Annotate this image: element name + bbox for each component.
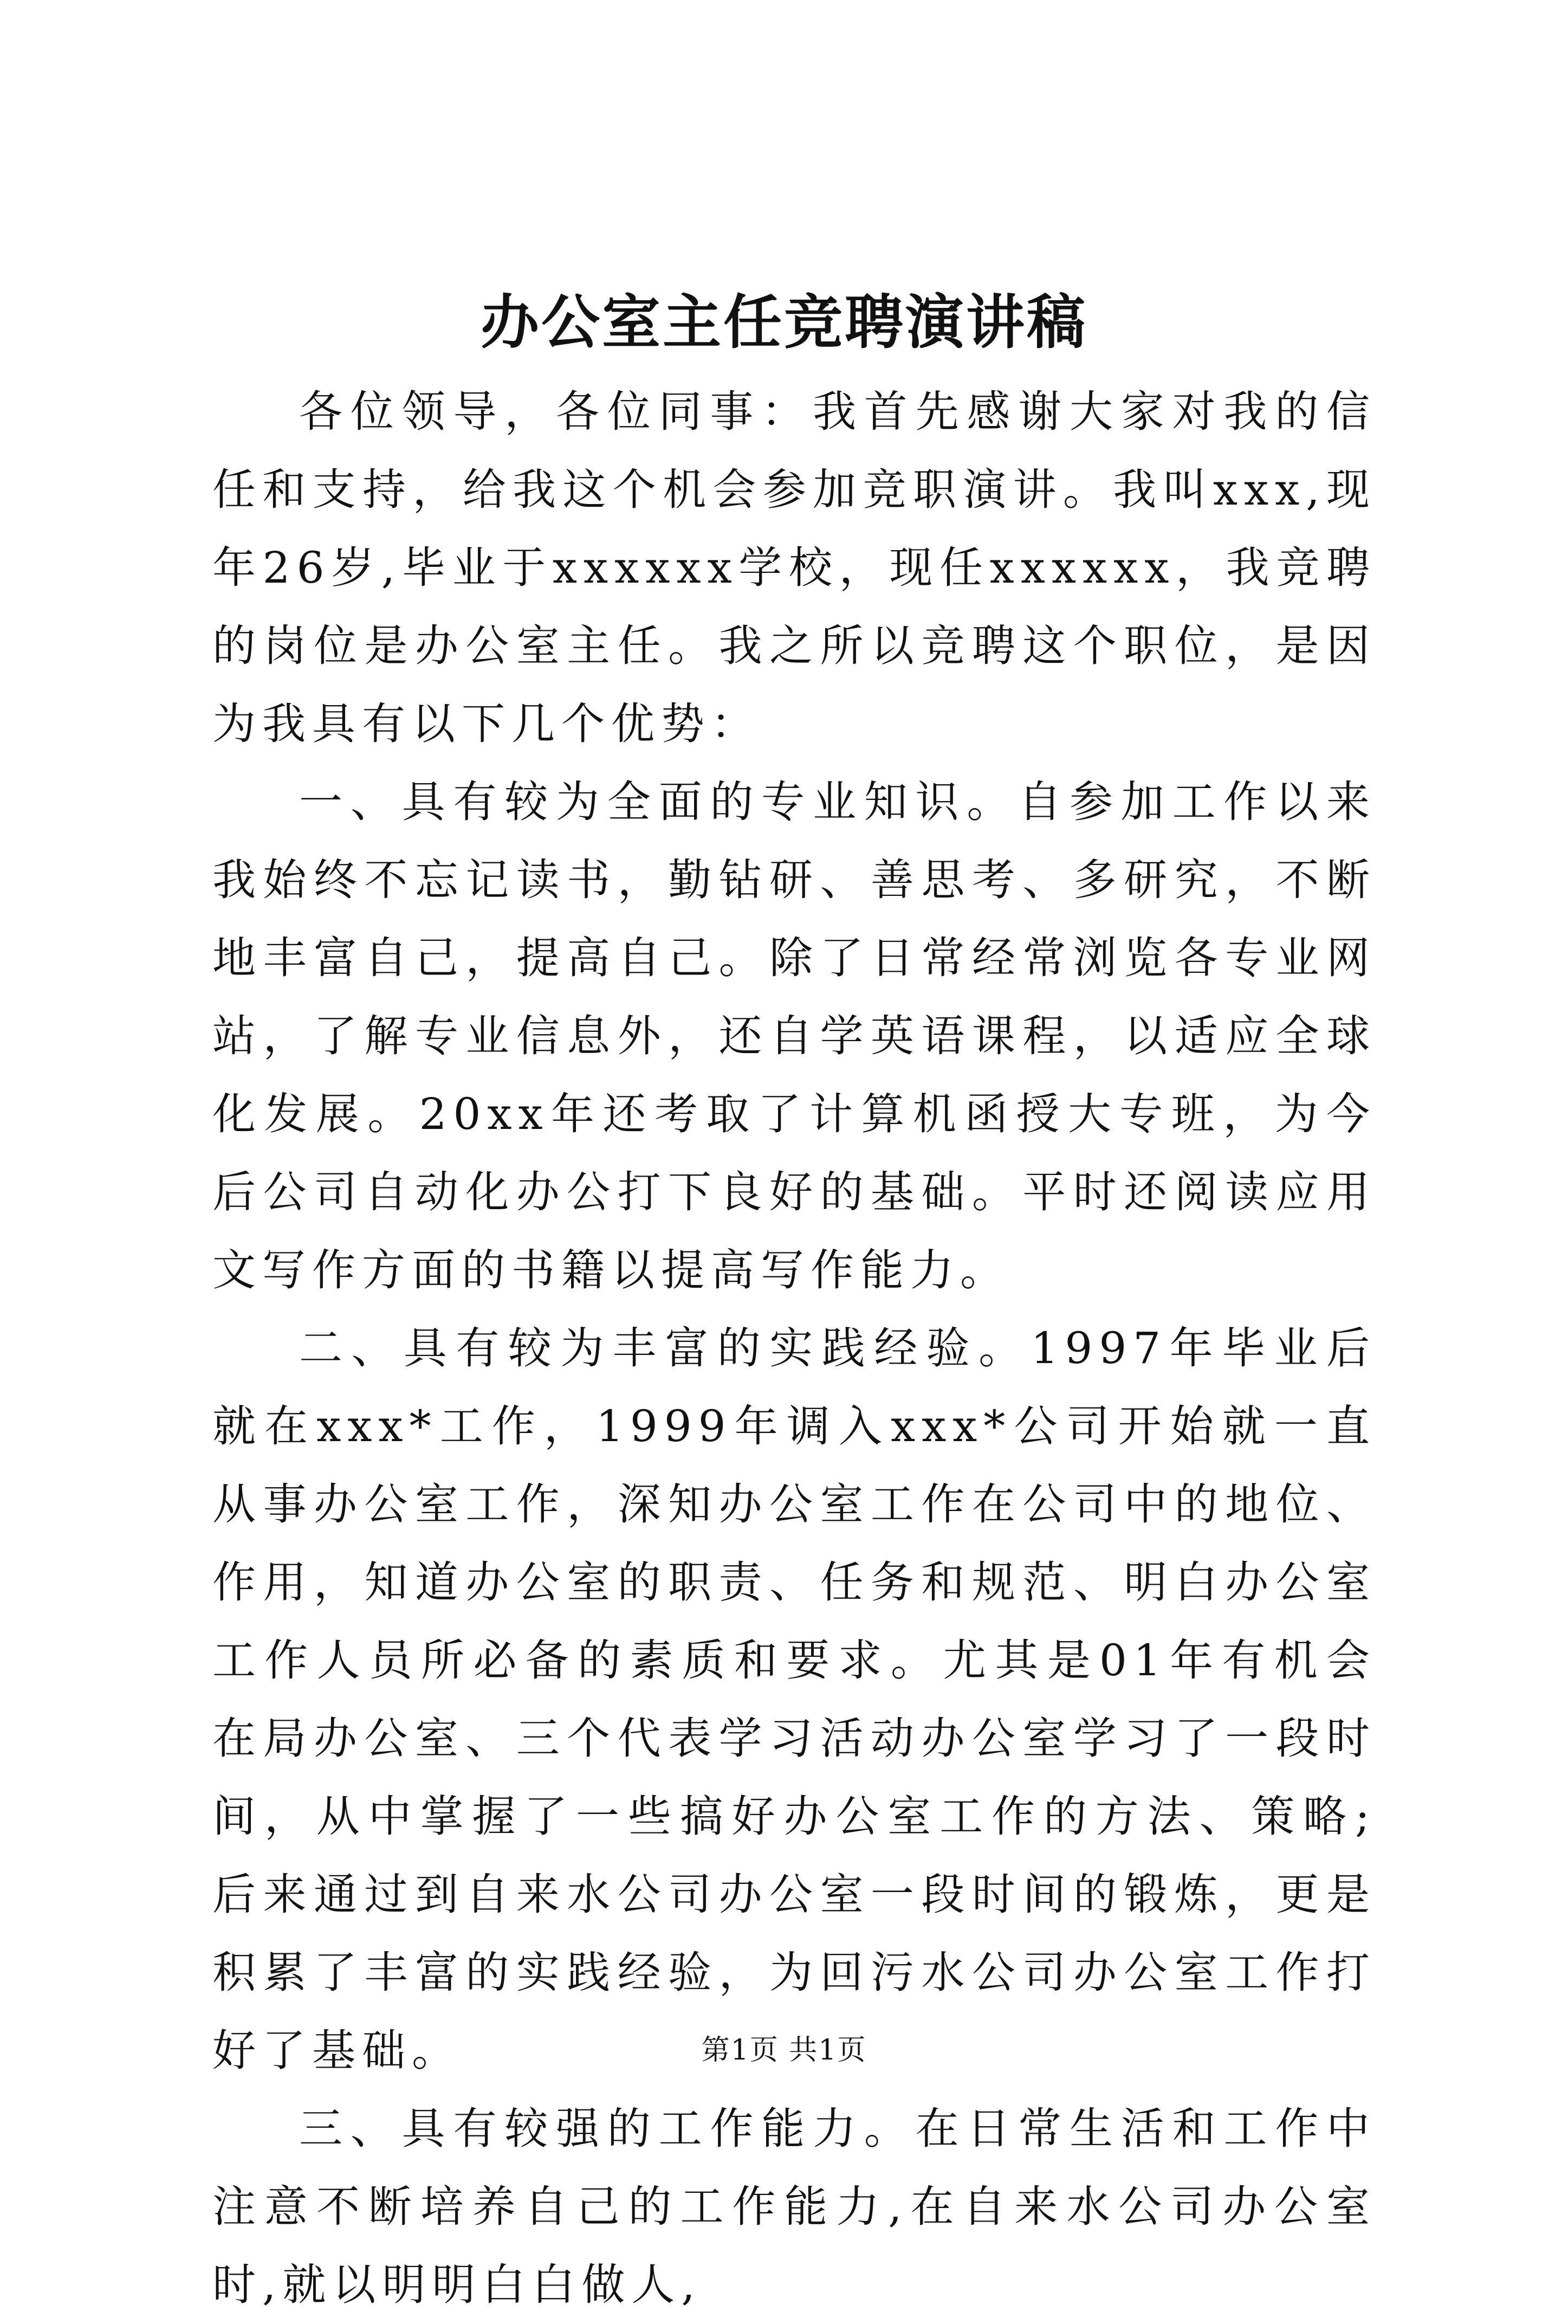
paragraph-ability: 三、具有较强的工作能力。在日常生活和工作中注意不断培养自己的工作能力,在自来水公司办公室时,就以明明白白做人, bbox=[212, 2103, 1376, 2310]
paragraph-knowledge: 一、具有较为全面的专业知识。自参加工作以来我始终不忘记读书，勤钻研、善思考、多研究，不断地丰富自己，提高自己。除了日常经常浏览各专业网站，了解专业信息外，还自学英语课程，以适应全球化发展。20xx年还考取了计算机函授大专班，为今后公司自动化办公打下良好的基础。平时还阅读应用文写作方面的书籍以提高写作能力。 bbox=[212, 777, 1376, 1295]
paragraph-experience: 二、具有较为丰富的实践经验。1997年毕业后就在xxx*工作，1999年调入xxx*公司开始就一直从事办公室工作，深知办公室工作在公司中的地位、作用，知道办公室的职责、任务和规范、明白办公室工作人员所必备的素质和要求。尤其是01年有机会在局办公室、三个代表学习活动办公室学习了一段时间，从中掌握了一些搞好办公室工作的方法、策略;后来通过到自来水公司办公室一段时间的锻炼，更是积累了丰富的实践经验，为回污水公司办公室工作打好了基础。 bbox=[212, 1323, 1376, 2076]
page-number-footer: 第1页 共1页 bbox=[701, 2034, 867, 2067]
paragraph-greeting: 各位领导，各位同事：我首先感谢大家对我的信任和支持，给我这个机会参加竞职演讲。我叫xxx,现年26岁,毕业于xxxxxx学校，现任xxxxxx，我竞聘的岗位是办公室主任。我之所以竞聘这个职位，是因为我具有以下几个优势： bbox=[212, 386, 1376, 749]
document-title: 办公室主任竞聘演讲稿 bbox=[480, 288, 1087, 357]
